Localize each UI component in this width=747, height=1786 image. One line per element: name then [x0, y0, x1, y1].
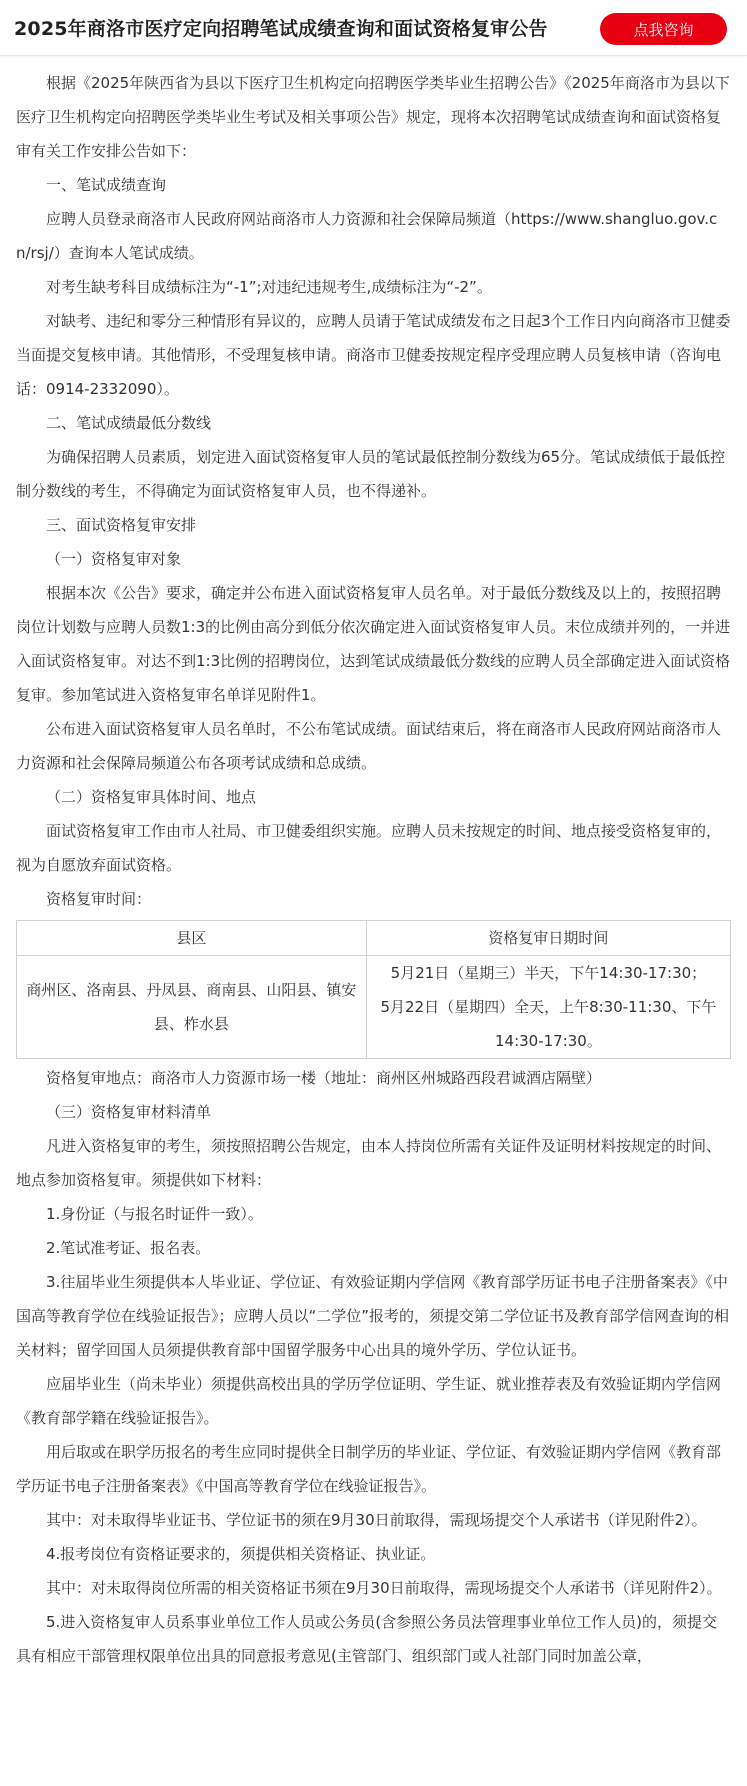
time-line: 5月22日（星期四）全天，上午8:30-11:30、下午14:30-17:30。 [380, 998, 717, 1050]
paragraph: 根据本次《公告》要求，确定并公布进入面试资格复审人员名单。对于最低分数线及以上的，按照招聘岗位计划数与应聘人员数1:3的比例由高分到低分依次确定进入面试资格复审人员。末位成绩并列的，一并进入面试资格复审。对达不到1:3比例的招聘岗位，达到笔试成绩最低分数线的应聘人员全部确定进入面试资格复审。参加笔试进入资格复审名单详见附件1。 [16, 584, 731, 704]
paragraph: 应届毕业生（尚未毕业）须提供高校出具的学历学位证明、学生证、就业推荐表及有效验证期内学信网《教育部学籍在线验证报告》。 [16, 1375, 722, 1427]
paragraph: 用后取或在职学历报名的考生应同时提供全日制学历的毕业证、学位证、有效验证期内学信网《教育部学历证书电子注册备案表》《中国高等教育学位在线验证报告》。 [16, 1443, 722, 1495]
paragraph: 为确保招聘人员素质，划定进入面试资格复审人员的笔试最低控制分数线为65分。笔试成绩低于最低控制分数线的考生，不得确定为面试资格复审人员，也不得递补。 [16, 448, 726, 500]
material-item: 5.进入资格复审人员系事业单位工作人员或公务员(含参照公务员法管理事业单位工作人员)的，须提交具有相应干部管理权限单位出具的同意报考意见(主管部门、组织部门或人社部门同时加盖公章， [16, 1613, 718, 1665]
paragraph: 凡进入资格复审的考生，须按照招聘公告规定，由本人持岗位所需有关证件及证明材料按规定的时间、地点参加资格复审。须提供如下材料： [16, 1137, 722, 1189]
paragraph: 应聘人员登录商洛市人民政府网站商洛市人力资源和社会保障局频道（https://www.shangluo.gov.cn/rsj/）查询本人笔试成绩。 [16, 210, 718, 262]
paragraph: 公布进入面试资格复审人员名单时，不公布笔试成绩。面试结束后，将在商洛市人民政府网站商洛市人力资源和社会保障局频道公布各项考试成绩和总成绩。 [16, 720, 722, 772]
schedule-table [16, 920, 731, 1059]
subsection-heading: （二）资格复审具体时间、地点 [46, 788, 257, 806]
subsection-heading: （三）资格复审材料清单 [46, 1103, 212, 1121]
paragraph: 对缺考、违纪和零分三种情形有异议的，应聘人员请于笔试成绩发布之日起3个工作日内向商洛市卫健委当面提交复核申请。其他情形，不受理复核申请。商洛市卫健委按规定程序受理应聘人员复核申请（咨询电话：0914-2332090）。 [16, 312, 731, 398]
paragraph: 资格复审地点：商洛市人力资源市场一楼（地址：商州区州城路西段君诚酒店隔壁） [46, 1069, 602, 1087]
paragraph: 对考生缺考科目成绩标注为“-1”;对违纪违规考生,成绩标注为“-2”。 [46, 278, 492, 296]
paragraph: 其中：对未取得岗位所需的相关资格证书须在9月30日前取得，需现场提交个人承诺书（详见附件2）。 [46, 1579, 722, 1597]
section-heading: 三、面试资格复审安排 [46, 516, 197, 534]
article-body [0, 56, 747, 1673]
paragraph: 其中：对未取得毕业证书、学位证书的须在9月30日前取得，需现场提交个人承诺书（详见附件2）。 [46, 1511, 707, 1529]
paragraph: 根据《2025年陕西省为县以下医疗卫生机构定向招聘医学类毕业生招聘公告》《2025年商洛市为县以下医疗卫生机构定向招聘医学类毕业生考试及相关事项公告》规定，现将本次招聘笔试成绩查询和面试资格复审有关工作安排公告如下： [16, 74, 730, 160]
table-header-row [17, 921, 731, 956]
subsection-heading: （一）资格复审对象 [46, 550, 182, 568]
section-heading: 一、笔试成绩查询 [46, 176, 167, 194]
paragraph: 面试资格复审工作由市人社局、市卫健委组织实施。应聘人员未按规定的时间、地点接受资格复审的，视为自愿放弃面试资格。 [16, 822, 722, 874]
material-item: 2.笔试准考证、报名表。 [46, 1239, 211, 1257]
consult-button[interactable]: 点我咨询 [600, 13, 727, 45]
section-heading: 二、笔试成绩最低分数线 [46, 414, 212, 432]
county-cell: 商州区、洛南县、丹凤县、商南县、山阳县、镇安县、柞水县 [17, 956, 367, 1059]
material-item: 3.往届毕业生须提供本人毕业证、学位证、有效验证期内学信网《教育部学历证书电子注册备案表》《中国高等教育学位在线验证报告》；应聘人员以“二学位”报考的，须提交第二学位证书及教育部学信网查询的相关材料；留学回国人员须提供教育部中国留学服务中心出具的境外学历、学位认证书。 [16, 1273, 730, 1359]
table-row [17, 956, 731, 1059]
time-line: 5月21日（星期三）半天，下午14:30-17:30； [390, 964, 707, 982]
material-item: 1.身份证（与报名时证件一致）。 [46, 1205, 263, 1223]
paragraph: 资格复审时间： [46, 890, 152, 908]
time-cell [366, 956, 730, 1059]
page-title: 2025年商洛市医疗定向招聘笔试成绩查询和面试资格复审公告 [14, 18, 548, 40]
material-item: 4.报考岗位有资格证要求的，须提供相关资格证、执业证。 [46, 1545, 436, 1563]
page-header [0, 0, 747, 56]
table-header-time: 资格复审日期时间 [366, 921, 730, 956]
table-header-county: 县区 [17, 921, 367, 956]
